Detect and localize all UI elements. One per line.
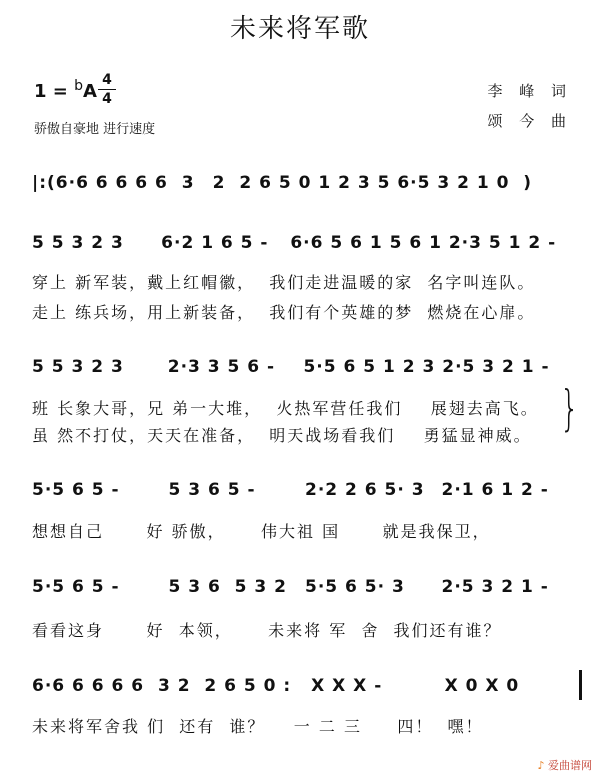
measure: 2·5 3 2 1 - [442,357,550,377]
time-signature [98,72,116,107]
notation-line-6 [32,676,578,696]
measure: 5 3 6 5 - [168,480,263,500]
measure: 2·3 3 5 6 - [167,357,282,377]
notation-line-4 [32,480,578,500]
measure: 6·2 1 6 5 - [161,233,276,253]
lyric-line: 想想自己 好 骄傲， 伟大祖 国 就是我保卫， [32,522,491,541]
watermark-text: 爱曲谱网 [548,759,592,772]
meter-bottom: 4 [102,91,112,107]
measure: |:(6·6 6 6 6 6 3 [32,173,202,193]
key-note: A [83,81,97,102]
lyric-line: 未来将军舍我 们 还有 谁？ 一 二 三 四！ 嘿！ [32,717,484,736]
measure: 6·6 6 6 6 6 3 [32,676,178,696]
lyric-line: 虽 然不打仗，天天在准备， 明天战场看我们 勇猛显神威。 [32,426,532,445]
measure: 2 2 6 5 0 : [177,676,292,696]
end-barline [579,670,582,700]
tempo-marking: 骄傲自豪地 进行速度 [34,122,156,137]
lyricist-credit: 李 峰 词 [487,82,572,100]
lyric-line: 班 长象大哥，兄 弟一大堆， 火热军营任我们 展翅去高飞。 [32,399,539,418]
repeat-brace: } [560,381,580,438]
meter-top: 4 [102,72,112,88]
notation-line-3 [32,357,578,377]
notation-line-2 [32,233,578,253]
lyric-line: 穿上 新军装，戴上红帽徽， 我们走进温暖的家 名字叫连队。 [32,273,536,292]
measure: 5·5 6 5· 3 [305,577,412,597]
measure: 5·5 6 5 - [32,480,127,500]
measure: 2·2 2 6 5· 3 [305,480,432,500]
measure: 5 3 6 5 3 2 [168,577,294,597]
measure: 5 5 3 2 3 [32,357,131,377]
measure: 2·5 3 2 1 - [441,577,549,597]
measure: 5 5 3 2 3 [32,233,131,253]
measure: X X X - [311,676,390,696]
key-label: 1 = [34,81,68,102]
notation-line-1 [32,173,578,193]
measure: 6·6 5 6 1 5 6 1 [290,233,449,253]
measure: 2·1 6 1 2 - [441,480,549,500]
measure: 5·5 6 5 1 2 3 [303,357,443,377]
measure: 5·5 6 5 - [32,577,127,597]
lyric-line: 看看这身 好 本领， 未来将 军 舍 我们还有谁？ [32,621,502,640]
flat-sign: b [74,78,84,94]
watermark [537,757,592,773]
notation-line-5 [32,577,578,597]
measure: 6·5 3 2 1 0 ) [397,173,533,193]
lyric-line: 走上 练兵场，用上新装备， 我们有个英雄的梦 燃烧在心扉。 [32,303,536,322]
key-signature [34,78,97,102]
measure: 2·3 5 1 2 - [448,233,557,253]
measure: 2 2 6 5 0 1 2 3 5 [212,173,398,193]
measure: X 0 X 0 [444,676,520,696]
music-note-icon: ♪ [537,759,545,772]
song-title: 未来将军歌 [229,14,370,44]
meter-divider [98,89,116,90]
composer-credit: 颂 今 曲 [487,112,572,130]
